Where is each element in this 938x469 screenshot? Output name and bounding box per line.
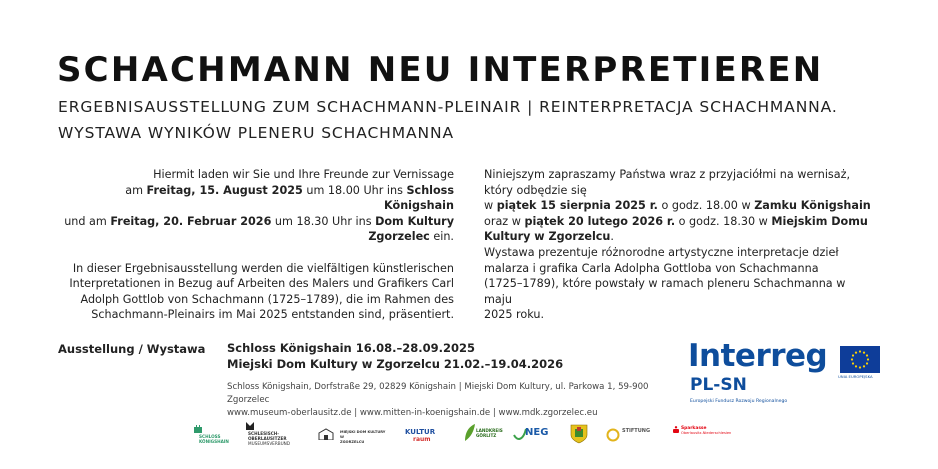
page-subtitle [58, 94, 898, 146]
exhibition-date-konigshain: Schloss Königshain 16.08.–28.09.2025 [227, 341, 475, 355]
sparkasse-s-icon [673, 426, 679, 433]
de-line: Interpretationen in Bezug auf Arbeiten des Malers und Grafikers Carl [69, 277, 454, 291]
de-line: Adolph Gottlob von Schachmann (1725–1789), die im Rahmen des [80, 292, 454, 306]
address-line: Schloss Königshain, Dorfstraße 29, 02829 Königshain | Miejski Dom Kultury, ul. Parkowa 1, 59-900 Zgorzelec [227, 382, 649, 405]
eu-flag-icon [840, 346, 880, 373]
interreg-fund-text: Europejski Fundusz Rozwoju Regionalnego [690, 399, 788, 404]
eu-label: UNIA EUROPEJSKA [838, 374, 873, 379]
pl-line: oraz w piątek 20 lutego 2026 r. o godz. 18.30 w Miejskim Domu [484, 214, 868, 228]
polish-invitation [484, 167, 874, 323]
zgorzelec-coat-of-arms-logo [570, 424, 588, 448]
de-line: Hiermit laden wir Sie und Ihre Freunde zur Vernissage [153, 168, 454, 181]
exhibition-date-zgorzelec: Miejski Dom Kultury w Zgorzelcu 21.02.–19.04.2026 [227, 357, 564, 371]
de-line: In dieser Ergebnisausstellung werden die vielfältigen künstlerischen [72, 261, 454, 275]
leaf-icon [463, 423, 477, 443]
pl-line: (1725–1789), które powstały w ramach pleneru Schachmanna w maju [484, 277, 846, 306]
de-line: am Freitag, 15. August 2025 um 18.00 Uhr ins Schloss Königshain [125, 183, 454, 213]
page-title: SCHACHMANN NEU INTERPRETIEREN [57, 50, 824, 90]
pl-line: w piątek 15 sierpnia 2025 r. o godz. 18.00 w Zamku Königshain [484, 199, 871, 213]
exhibition-label: Ausstellung / Wystawa [58, 342, 206, 356]
subtitle-line-2: WYSTAWA WYNIKÓW PLENERU SCHACHMANNA [58, 124, 454, 142]
coat-of-arms-icon [570, 424, 588, 444]
interreg-wordmark: Interreg [688, 338, 828, 374]
pl-line: 2025 roku. [484, 308, 545, 322]
pl-line: Wystawa prezentuje różnorodne artystyczne interpretacje dzieł [484, 245, 839, 259]
pl-line: Kultury w Zgorzelcu. [484, 230, 614, 244]
ring-icon [606, 428, 620, 442]
subtitle-line-1: ERGEBNISAUSSTELLUNG ZUM SCHACHMANN-PLEINAIR | REINTERPRETACJA SCHACHMANNA. [58, 98, 838, 116]
websites-line[interactable]: www.museum-oberlausitz.de | www.mitten-in-koenigshain.de | www.mdk.zgorzelec.eu [227, 408, 598, 418]
museum-mark-icon [246, 422, 254, 430]
interreg-logo [688, 338, 888, 413]
venue-addresses [227, 381, 657, 420]
de-line: und am Freitag, 20. Februar 2026 um 18.30 Uhr ins Dom Kultury [64, 214, 454, 228]
de-line: Zgorzelec ein. [368, 230, 454, 244]
building-icon [318, 428, 334, 440]
de-line: Schachmann-Pleinairs im Mai 2025 entstanden sind, präsentiert. [91, 308, 454, 322]
pl-line: Niniejszym zapraszamy Państwa wraz z przyjaciółmi na wernisaż, [484, 168, 851, 181]
interreg-program: PL-SN [690, 375, 747, 395]
exhibition-dates [227, 340, 647, 372]
castle-icon [193, 424, 203, 434]
pl-line: który odbędzie się [484, 183, 587, 197]
pl-line: malarza i grafika Carla Adolpha Gottloba von Schachmanna [484, 261, 819, 275]
german-invitation [60, 167, 454, 323]
